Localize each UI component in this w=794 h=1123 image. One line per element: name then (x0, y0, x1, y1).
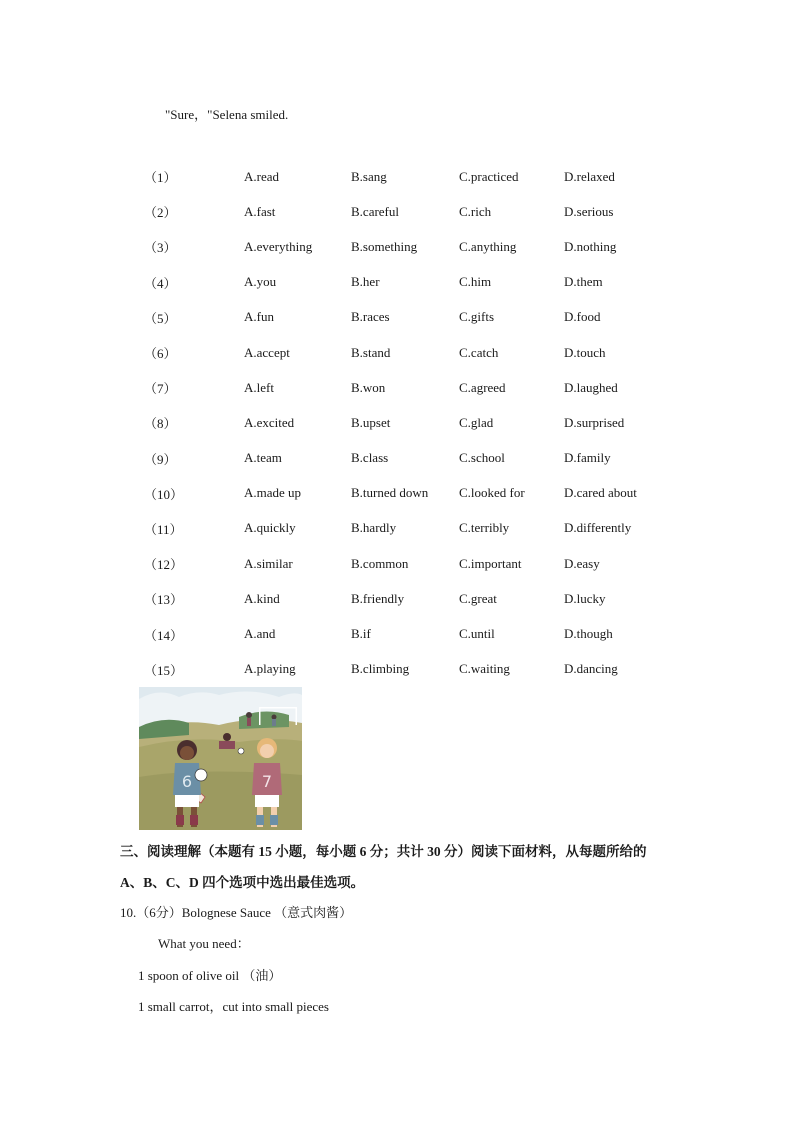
option-d: D.cared about (564, 485, 637, 501)
question-number: （4） (144, 275, 177, 291)
option-b: B.her (351, 274, 380, 290)
option-c: C.glad (459, 414, 494, 430)
question-number: （2） (144, 205, 177, 221)
option-a: A.left (244, 379, 274, 395)
option-b: B.turned down (351, 485, 429, 501)
option-a: A.you (244, 274, 277, 290)
question-number: （9） (144, 451, 177, 467)
option-d: D.differently (564, 520, 632, 536)
question-number: （1） (144, 170, 177, 186)
option-a: A.accept (244, 344, 290, 360)
question-number: （11） (144, 521, 183, 537)
option-a: A.similar (244, 555, 293, 571)
option-d: D.serious (564, 203, 614, 219)
option-a: A.fast (244, 203, 276, 219)
option-b: B.if (351, 626, 371, 642)
option-c: C.catch (459, 344, 499, 360)
option-a: A.playing (244, 661, 296, 677)
option-d: D.relaxed (564, 168, 615, 184)
option-b: B.stand (351, 344, 391, 360)
question-number: （10） (144, 486, 184, 502)
option-row (144, 370, 674, 405)
option-c: C.anything (459, 238, 517, 254)
option-c: C.practiced (459, 168, 519, 184)
dialogue-line: "Sure，"Selena smiled. (165, 107, 289, 122)
option-row (144, 335, 674, 370)
option-b: B.something (351, 238, 418, 254)
question-10-title: 10.（6分）Bolognese Sauce （意式肉酱） (120, 905, 353, 920)
option-b: B.class (351, 450, 389, 466)
question-number: （13） (144, 592, 184, 608)
option-a: A.fun (244, 309, 274, 325)
option-d: D.lucky (564, 590, 606, 606)
option-d: D.dancing (564, 661, 618, 677)
option-b: B.hardly (351, 520, 397, 536)
option-d: D.easy (564, 555, 600, 571)
option-a: A.team (244, 450, 282, 466)
soccer-girls-illustration (139, 687, 302, 830)
option-row (144, 229, 674, 264)
option-row (144, 194, 674, 229)
option-d: D.family (564, 450, 611, 466)
question-number: （8） (144, 416, 177, 432)
question-number: （6） (144, 346, 177, 362)
option-a: A.made up (244, 485, 302, 501)
option-b: B.climbing (351, 661, 410, 677)
option-b: B.races (351, 309, 390, 325)
option-c: C.rich (459, 203, 492, 219)
jersey-number-left: 6 (181, 772, 193, 791)
option-a: A.kind (244, 590, 280, 606)
option-c: C.gifts (459, 309, 495, 325)
question-number: （5） (144, 310, 177, 326)
option-c: C.waiting (459, 661, 510, 677)
question-number: （3） (144, 240, 177, 256)
option-d: D.though (564, 626, 613, 642)
option-b: B.sang (351, 168, 387, 184)
option-a: A.read (244, 168, 280, 184)
what-you-need-label: What you need： (158, 936, 250, 951)
option-a: A.quickly (244, 520, 296, 536)
option-row (144, 441, 674, 476)
option-row (144, 159, 674, 194)
option-c: C.school (459, 450, 505, 466)
option-a: A.everything (244, 238, 313, 254)
section-heading-line1: 三、阅读理解（本题有 15 小题，每小题 6 分；共计 30 分）阅读下面材料，从每题所给的 (120, 844, 647, 859)
options-table (144, 159, 674, 687)
option-row (144, 652, 674, 687)
option-b: B.friendly (351, 590, 405, 606)
question-number: （12） (144, 557, 184, 573)
option-row (144, 581, 674, 616)
jersey-number-right: 7 (261, 772, 273, 791)
option-row (144, 476, 674, 511)
option-c: C.important (459, 555, 522, 571)
section-heading-line2: A、B、C、D 四个选项中选出最佳选项。 (120, 875, 365, 890)
option-d: D.surprised (564, 414, 625, 430)
option-row (144, 405, 674, 440)
option-c: C.looked for (459, 485, 525, 501)
option-d: D.food (564, 309, 601, 325)
option-d: D.laughed (564, 379, 618, 395)
option-d: D.touch (564, 344, 606, 360)
option-row (144, 265, 674, 300)
option-b: B.upset (351, 414, 391, 430)
option-b: B.careful (351, 203, 400, 219)
option-row (144, 511, 674, 546)
option-row (144, 300, 674, 335)
option-c: C.great (459, 590, 497, 606)
option-row (144, 616, 674, 651)
option-row (144, 546, 674, 581)
ingredient-item: 1 small carrot，cut into small pieces (138, 999, 329, 1014)
option-c: C.until (459, 626, 495, 642)
option-a: A.and (244, 626, 276, 642)
option-d: D.nothing (564, 238, 617, 254)
option-c: C.him (459, 274, 492, 290)
question-number: （14） (144, 627, 184, 643)
option-b: B.common (351, 555, 409, 571)
question-number: （15） (144, 662, 184, 678)
option-c: C.terribly (459, 520, 510, 536)
ingredient-item: 1 spoon of olive oil （油） (138, 968, 282, 983)
option-c: C.agreed (459, 379, 506, 395)
option-b: B.won (351, 379, 386, 395)
option-d: D.them (564, 274, 603, 290)
question-number: （7） (144, 381, 177, 397)
option-a: A.excited (244, 414, 295, 430)
